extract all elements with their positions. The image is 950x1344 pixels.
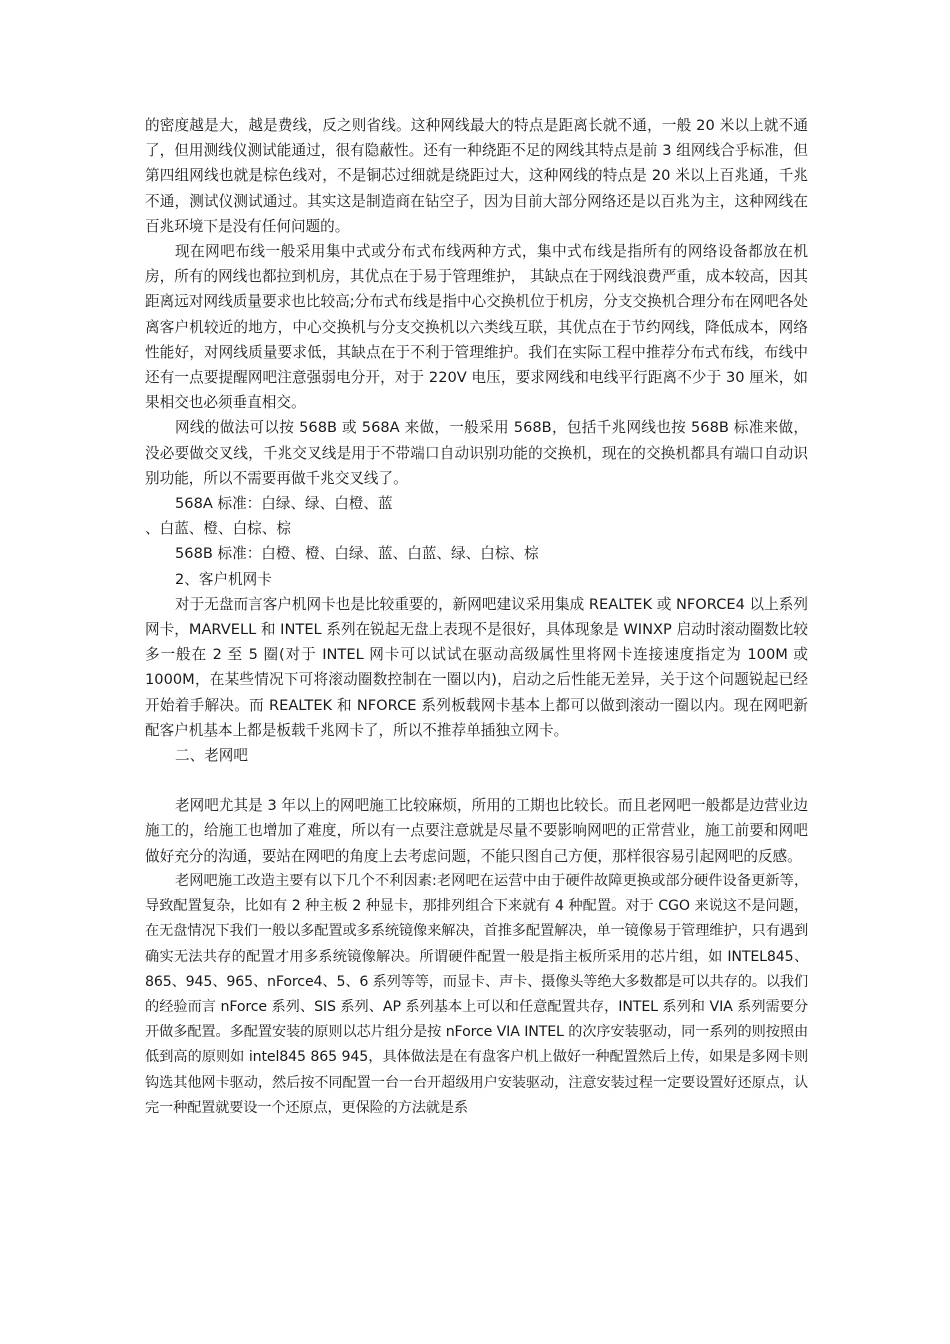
paragraph-old-netcafe-intro: 老网吧尤其是 3 年以上的网吧施工比较麻烦，所用的工期也比较长。而且老网吧一般都是边营业边施工的，给施工也增加了难度，所以有一点要注意就是尽量不要影响网吧的正常营业，施工前要和网吧做好充分的沟通，要站在网吧的角度上去考虑问题，不能只图自己方便，那样很容易引起网吧的反感。 (145, 797, 808, 865)
heading-client-nic: 2、客户机网卡 (175, 570, 272, 588)
paragraph-cable-quality: 的密度越是大，越是费线，反之则省线。这种网线最大的特点是距离长就不通，一般 20 米以上就不通了，但用测线仪测试能通过，很有隐蔽性。还有一种绕距不足的网线其特点是前 3 组网线合乎标准，但第四组网线也就是棕色线对，不是铜芯过细就是绕距过大，这种网线的特点是 20 米以上百兆通，千兆不通，测试仪测试通过。其实这是制造商在钻空子，因为目前大部分网络还是以百兆为主，这种网线在百兆环境下是没有任何问题的。 (145, 117, 808, 235)
paragraph-568a-colors-cont: 、白蓝、橙、白棕、棕 (145, 520, 291, 538)
paragraph-old-netcafe-factors: 老网吧施工改造主要有以下几个不利因素:老网吧在运营中由于硬件故障更换或部分硬件设备更新等，导致配置复杂，比如有 2 种主板 2 种显卡，那排列组合下来就有 4 种配置。对于 CGO 来说这不是问题，在无盘情况下我们一般以多配置或多系统镜像来解决，首推多配置解决，单一镜像易于管理维护，只有遇到确实无法共存的配置才用多系统镜像解决。所谓硬件配置一般是指主板所采用的芯片组，如 INTEL845、865、945、965、nForce4、5、6 系列等等，而显卡、声卡、摄像头等绝大多数都是可以共存的。以我们的经验而言 nForce 系列、SIS 系列、AP 系列基本上可以和任意配置共存，INTEL 系列和 VIA 系列需要分开做多配置。多配置安装的原则以芯片组分是按 nForce VIA INTEL 的次序安装驱动，同一系列的则按照由低到高的原则如 intel845 865 945，具体做法是在有盘客户机上做好一种配置然后上传，如果是多网卡则钩选其他网卡驱动，然后按不同配置一台一台开超级用户安装驱动，注意安装过程一定要设置好还原点，认完一种配置就要设一个还原点，更保险的方法就是系 (145, 872, 808, 1116)
paragraph-client-nic: 对于无盘而言客户机网卡也是比较重要的，新网吧建议采用集成 REALTEK 或 NFORCE4 以上系列网卡，MARVELL 和 INTEL 系列在锐起无盘上表现不是很好，具体现象是 WINXP 启动时滚动圈数比较多一般在 2 至 5 圈(对于 INTEL 网卡可以试试在驱动高级属性里将网卡连接速度指定为 100M 或 1000M，在某些情况下可将滚动圈数控制在一圈以内)，启动之后性能无差异，关于这个问题锐起已经开始着手解决。而 REALTEK 和 NFORCE 系列板载网卡基本上都可以做到滚动一圈以内。现在网吧新配客户机基本上都是板载千兆网卡了，所以不推荐单插独立网卡。 (145, 595, 808, 739)
blank-line (145, 768, 808, 793)
paragraph-cabling-methods: 现在网吧布线一般采用集中式或分布式布线两种方式，集中式布线是指所有的网络设备都放在机房，所有的网线也都拉到机房，其优点在于易于管理维护， 其缺点在于网线浪费严重，成本较高，因其距离远对网线质量要求也比较高;分布式布线是指中心交换机位于机房，分支交换机合理分布在网吧各处离客户机较近的地方，中心交换机与分支交换机以六类线互联，其优点在于节约网线，降低成本，网络性能好，对网线质量要求低，其缺点在于不利于管理维护。我们在实际工程中推荐分布式布线，布线中还有一点要提醒网吧注意强弱电分开，对于 220V 电压，要求网线和电线平行距离不少于 30 厘米，如果相交也必须垂直相交。 (145, 243, 808, 412)
paragraph-568a-colors: 568A 标准：白绿、绿、白橙、蓝 (175, 495, 393, 513)
paragraph-568b-colors: 568B 标准：白橙、橙、白绿、蓝、白蓝、绿、白棕、棕 (175, 545, 539, 563)
heading-old-netcafe: 二、老网吧 (175, 747, 248, 765)
document-body (145, 113, 808, 1121)
paragraph-568b-standard: 网线的做法可以按 568B 或 568A 来做，一般采用 568B，包括千兆网线也按 568B 标准来做，没必要做交叉线，千兆交叉线是用于不带端口自动识别功能的交换机，现在的交换机都具有端口自动识别功能，所以不需要再做千兆交叉线了。 (145, 419, 808, 487)
